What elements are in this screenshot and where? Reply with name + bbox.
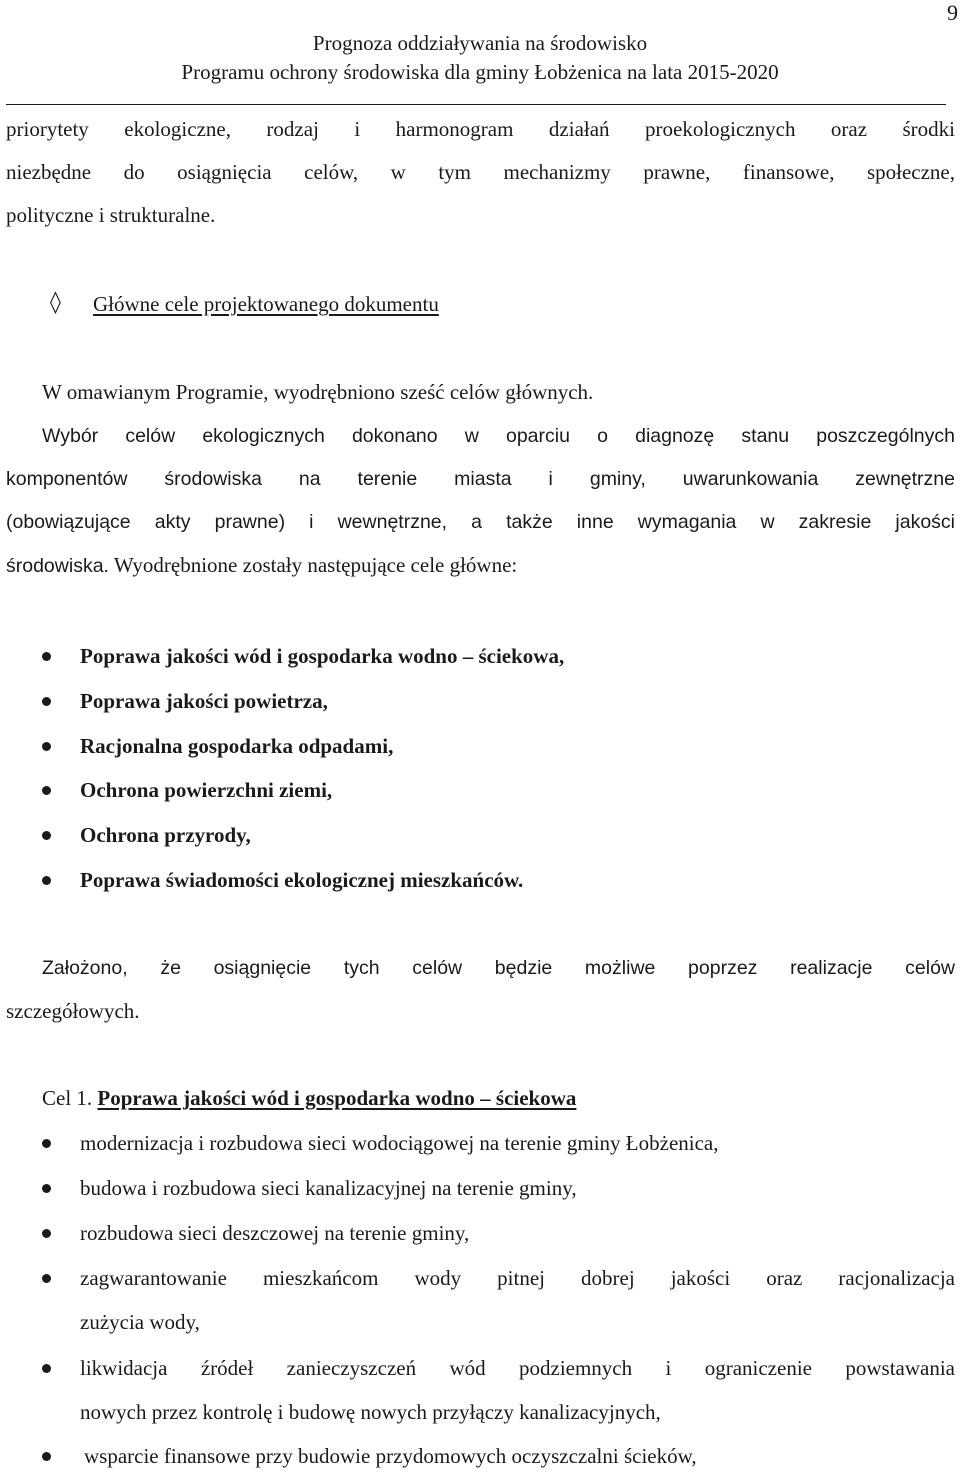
bullet-icon — [42, 831, 51, 840]
bullet-icon — [42, 786, 51, 795]
header-divider — [6, 104, 946, 105]
header-title-line2: Programu ochrony środowiska dla gminy Łobżenica na lata 2015-2020 — [181, 60, 779, 84]
main-goal-item — [0, 821, 960, 851]
header-title-line1: Prognoza oddziaływania na środowisko — [312, 31, 648, 55]
bullet-icon — [42, 1274, 51, 1283]
detail-goal-text: modernizacja i rozbudowa sieci wodociągowej na terenie gminy Łobżenica, — [80, 1131, 719, 1155]
main-goal-text: Poprawa świadomości ekologicznej mieszkańców. — [80, 868, 524, 892]
detail-goal-text: budowa i rozbudowa sieci kanalizacyjnej na terenie gminy, — [80, 1176, 577, 1200]
para1-line-4: (obowiązujące akty prawne) i wewnętrzne, a także inne wymagania w zakresie jakości — [6, 511, 955, 533]
main-goal-item — [0, 732, 960, 762]
page-number: 9 — [947, 0, 958, 25]
detail-goal-text-line2: nowych przez kontrolę i budowę nowych przyłączy kanalizacyjnych, — [80, 1400, 661, 1424]
detail-goal-text-line1: likwidacja źródeł zanieczyszczeń wód podziemnych i ograniczenie powstawania — [80, 1356, 955, 1380]
intro-line-1: priorytety ekologiczne, rodzaj i harmonogram działań proekologicznych oraz środki — [6, 117, 955, 141]
para1-line-5-a: środowiska. — [6, 555, 109, 577]
main-goal-text: Ochrona powierzchni ziemi, — [80, 778, 333, 802]
goal-title: Poprawa jakości wód i gospodarka wodno – ściekowa — [97, 1086, 577, 1110]
section-heading: Główne cele projektowanego dokumentu — [93, 292, 439, 316]
para1-line-3: komponentów środowiska na terenie miasta i gminy, uwarunkowania zewnętrzne — [6, 468, 955, 490]
bullet-icon — [42, 1229, 51, 1238]
main-goal-text: Racjonalna gospodarka odpadami, — [80, 734, 394, 758]
bullet-icon — [42, 697, 51, 706]
detail-goal-text-line1: zagwarantowanie mieszkańcom wody pitnej dobrej jakości oraz racjonalizacja — [80, 1266, 955, 1290]
main-goal-text: Poprawa jakości powietrza, — [80, 689, 328, 713]
detail-goal-text: wsparcie finansowe przy budowie przydomowych oczyszczalni ścieków, — [84, 1444, 697, 1468]
main-goal-item — [0, 776, 960, 806]
para1-line-1: W omawianym Programie, wyodrębniono sześć celów głównych. — [42, 380, 594, 404]
goal-heading — [42, 1084, 576, 1112]
para1-line-5-b: Wyodrębnione zostały następujące cele główne: — [108, 553, 518, 577]
main-goal-text: Ochrona przyrody, — [80, 823, 251, 847]
bullet-icon — [42, 652, 51, 661]
detail-goal-item — [0, 1174, 960, 1204]
para1-line-5 — [6, 551, 955, 580]
bullet-icon — [42, 1139, 51, 1148]
main-goal-item — [0, 866, 960, 896]
intro-line-3: polityczne i strukturalne. — [6, 203, 216, 227]
intro-line-2: niezbędne do osiągnięcia celów, w tym mechanizmy prawne, finansowe, społeczne, — [6, 160, 955, 184]
bullet-icon — [42, 1184, 51, 1193]
bullet-icon — [42, 742, 51, 751]
goal-label: Cel 1. — [42, 1086, 98, 1110]
detail-goal-text: rozbudowa sieci deszczowej na terenie gminy, — [80, 1221, 470, 1245]
bullet-icon — [42, 876, 51, 885]
main-goal-item — [0, 642, 960, 672]
para2-line-1: Założono, że osiągnięcie tych celów będzie możliwe poprzez realizacje celów — [42, 957, 955, 979]
diamond-bullet-icon: ◊ — [50, 290, 61, 315]
detail-goal-item — [0, 1219, 960, 1249]
detail-goal-item — [0, 1129, 960, 1159]
main-goal-item — [0, 687, 960, 717]
detail-goal-item — [0, 1442, 960, 1472]
bullet-icon — [42, 1364, 51, 1373]
bullet-icon — [42, 1452, 51, 1461]
para2-line-2: szczegółowych. — [6, 999, 140, 1023]
detail-goal-text-line2: zużycia wody, — [80, 1310, 200, 1334]
para1-line-2: Wybór celów ekologicznych dokonano w oparciu o diagnozę stanu poszczególnych — [42, 425, 955, 447]
main-goal-text: Poprawa jakości wód i gospodarka wodno – ściekowa, — [80, 644, 565, 668]
